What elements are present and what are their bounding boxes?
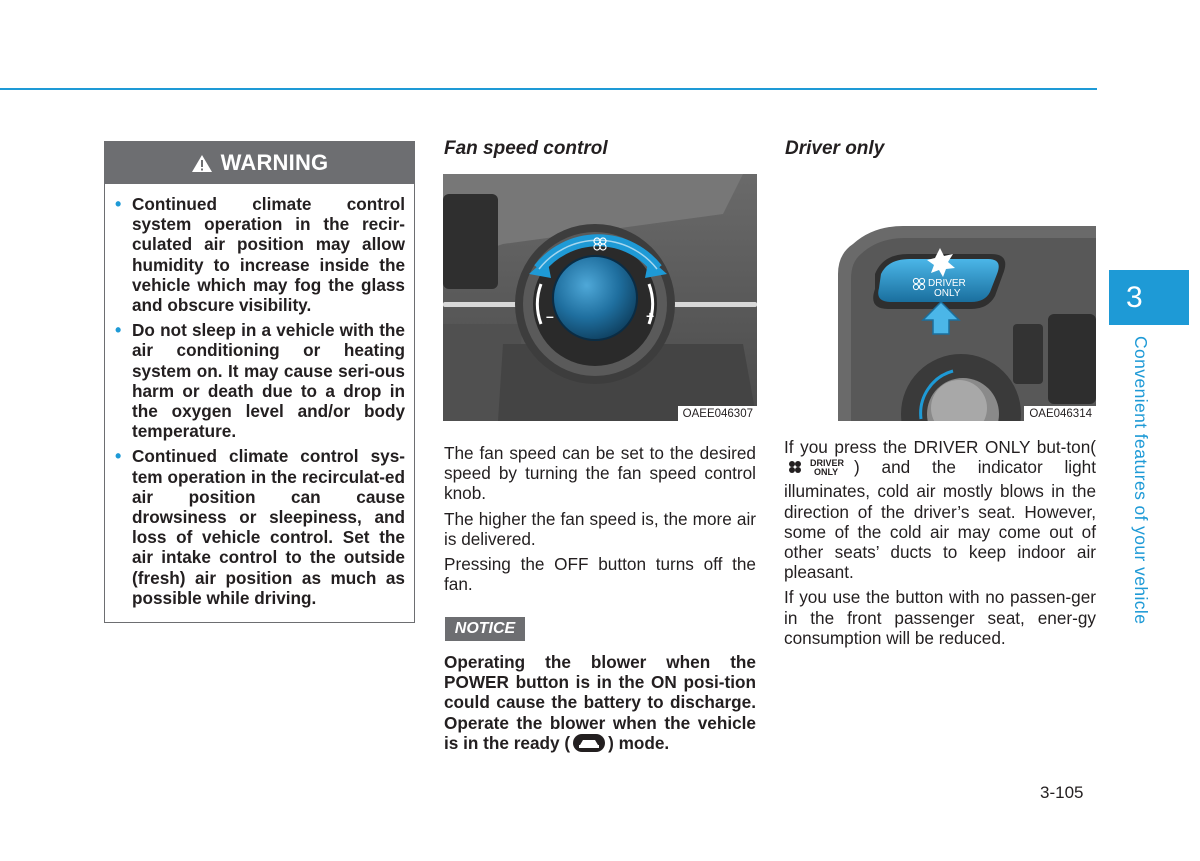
driver-only-illustration (783, 174, 1096, 421)
header-rule (0, 88, 1097, 90)
car-ready-icon (572, 733, 606, 757)
warning-title: WARNING (220, 150, 329, 175)
driver-button-label-2: ONLY (934, 288, 961, 299)
fan-speed-text (444, 443, 756, 599)
paragraph: Pressing the OFF button turns off the fan. (444, 554, 756, 595)
figure-code: OAE046314 (1024, 406, 1096, 421)
figure-code: OAEE046307 (678, 406, 757, 421)
warning-header (105, 142, 414, 184)
fan-speed-figure (443, 174, 757, 421)
warning-item: • Do not sleep in a vehicle with the air conditioning or heating system on. It may cause seri-ous harm or death due to a drop in the oxygen level and/or body temperature. (115, 320, 405, 442)
knob-plus-label: + (646, 308, 655, 324)
bullet-icon: • (115, 320, 122, 341)
bullet-icon: • (115, 446, 122, 467)
inline-only-label: ONLY (814, 467, 839, 478)
paragraph: The higher the fan speed is, the more air is delivered. (444, 508, 756, 549)
paragraph: If you press the DRIVER ONLY but-ton( DRIVER ONLY ) and the indicator light illuminates, cold air mostly blows in the direction of the driver’s seat. However, some of the cold air may come out of other seats’ ducts to keep indoor air pleasant. (784, 437, 1096, 583)
chapter-tab: 3 (1109, 270, 1189, 325)
knob-minus-label: – (546, 308, 554, 324)
warning-list (105, 184, 414, 608)
notice-text: Operating the blower when the POWER button is in the ON posi-tion could cause the battery to discharge. Operate the blower when the vehicle is in the ready ( ) mode. (444, 652, 756, 757)
driver-only-button-icon (786, 457, 852, 481)
fan-speed-heading: Fan speed control (444, 138, 608, 159)
driver-only-figure (783, 174, 1096, 421)
driver-only-heading: Driver only (785, 138, 885, 159)
paragraph: The fan speed can be set to the desired speed by turning the fan speed control knob. (444, 443, 756, 504)
notice-badge: NOTICE (445, 617, 525, 641)
warning-triangle-icon (191, 154, 213, 173)
warning-box (104, 141, 415, 623)
chapter-title: Convenient features of your vehicle (1131, 336, 1151, 625)
warning-item: • Continued climate control system operation in the recir-culated air position may allow humidity to increase inside the vehicle which may fog the glass and obscure visibility. (115, 194, 405, 316)
page-number: 3-105 (1040, 783, 1084, 802)
paragraph: If you use the button with no passen-ger in the front passenger seat, ener-gy consumption will be reduced. (784, 587, 1096, 648)
driver-button-label-1: DRIVER (928, 278, 966, 289)
fan-knob-illustration (443, 174, 757, 421)
inline-driver-label: DRIVER (810, 458, 845, 469)
bullet-icon: • (115, 194, 122, 214)
driver-only-text (784, 437, 1096, 653)
warning-item: • Continued climate control sys-tem operation in the recirculat-ed air position can cause drowsiness or sleepiness, and loss of vehicle control. Set the air intake control to the outside (fresh) air position as much as possible while driving. (115, 446, 405, 608)
